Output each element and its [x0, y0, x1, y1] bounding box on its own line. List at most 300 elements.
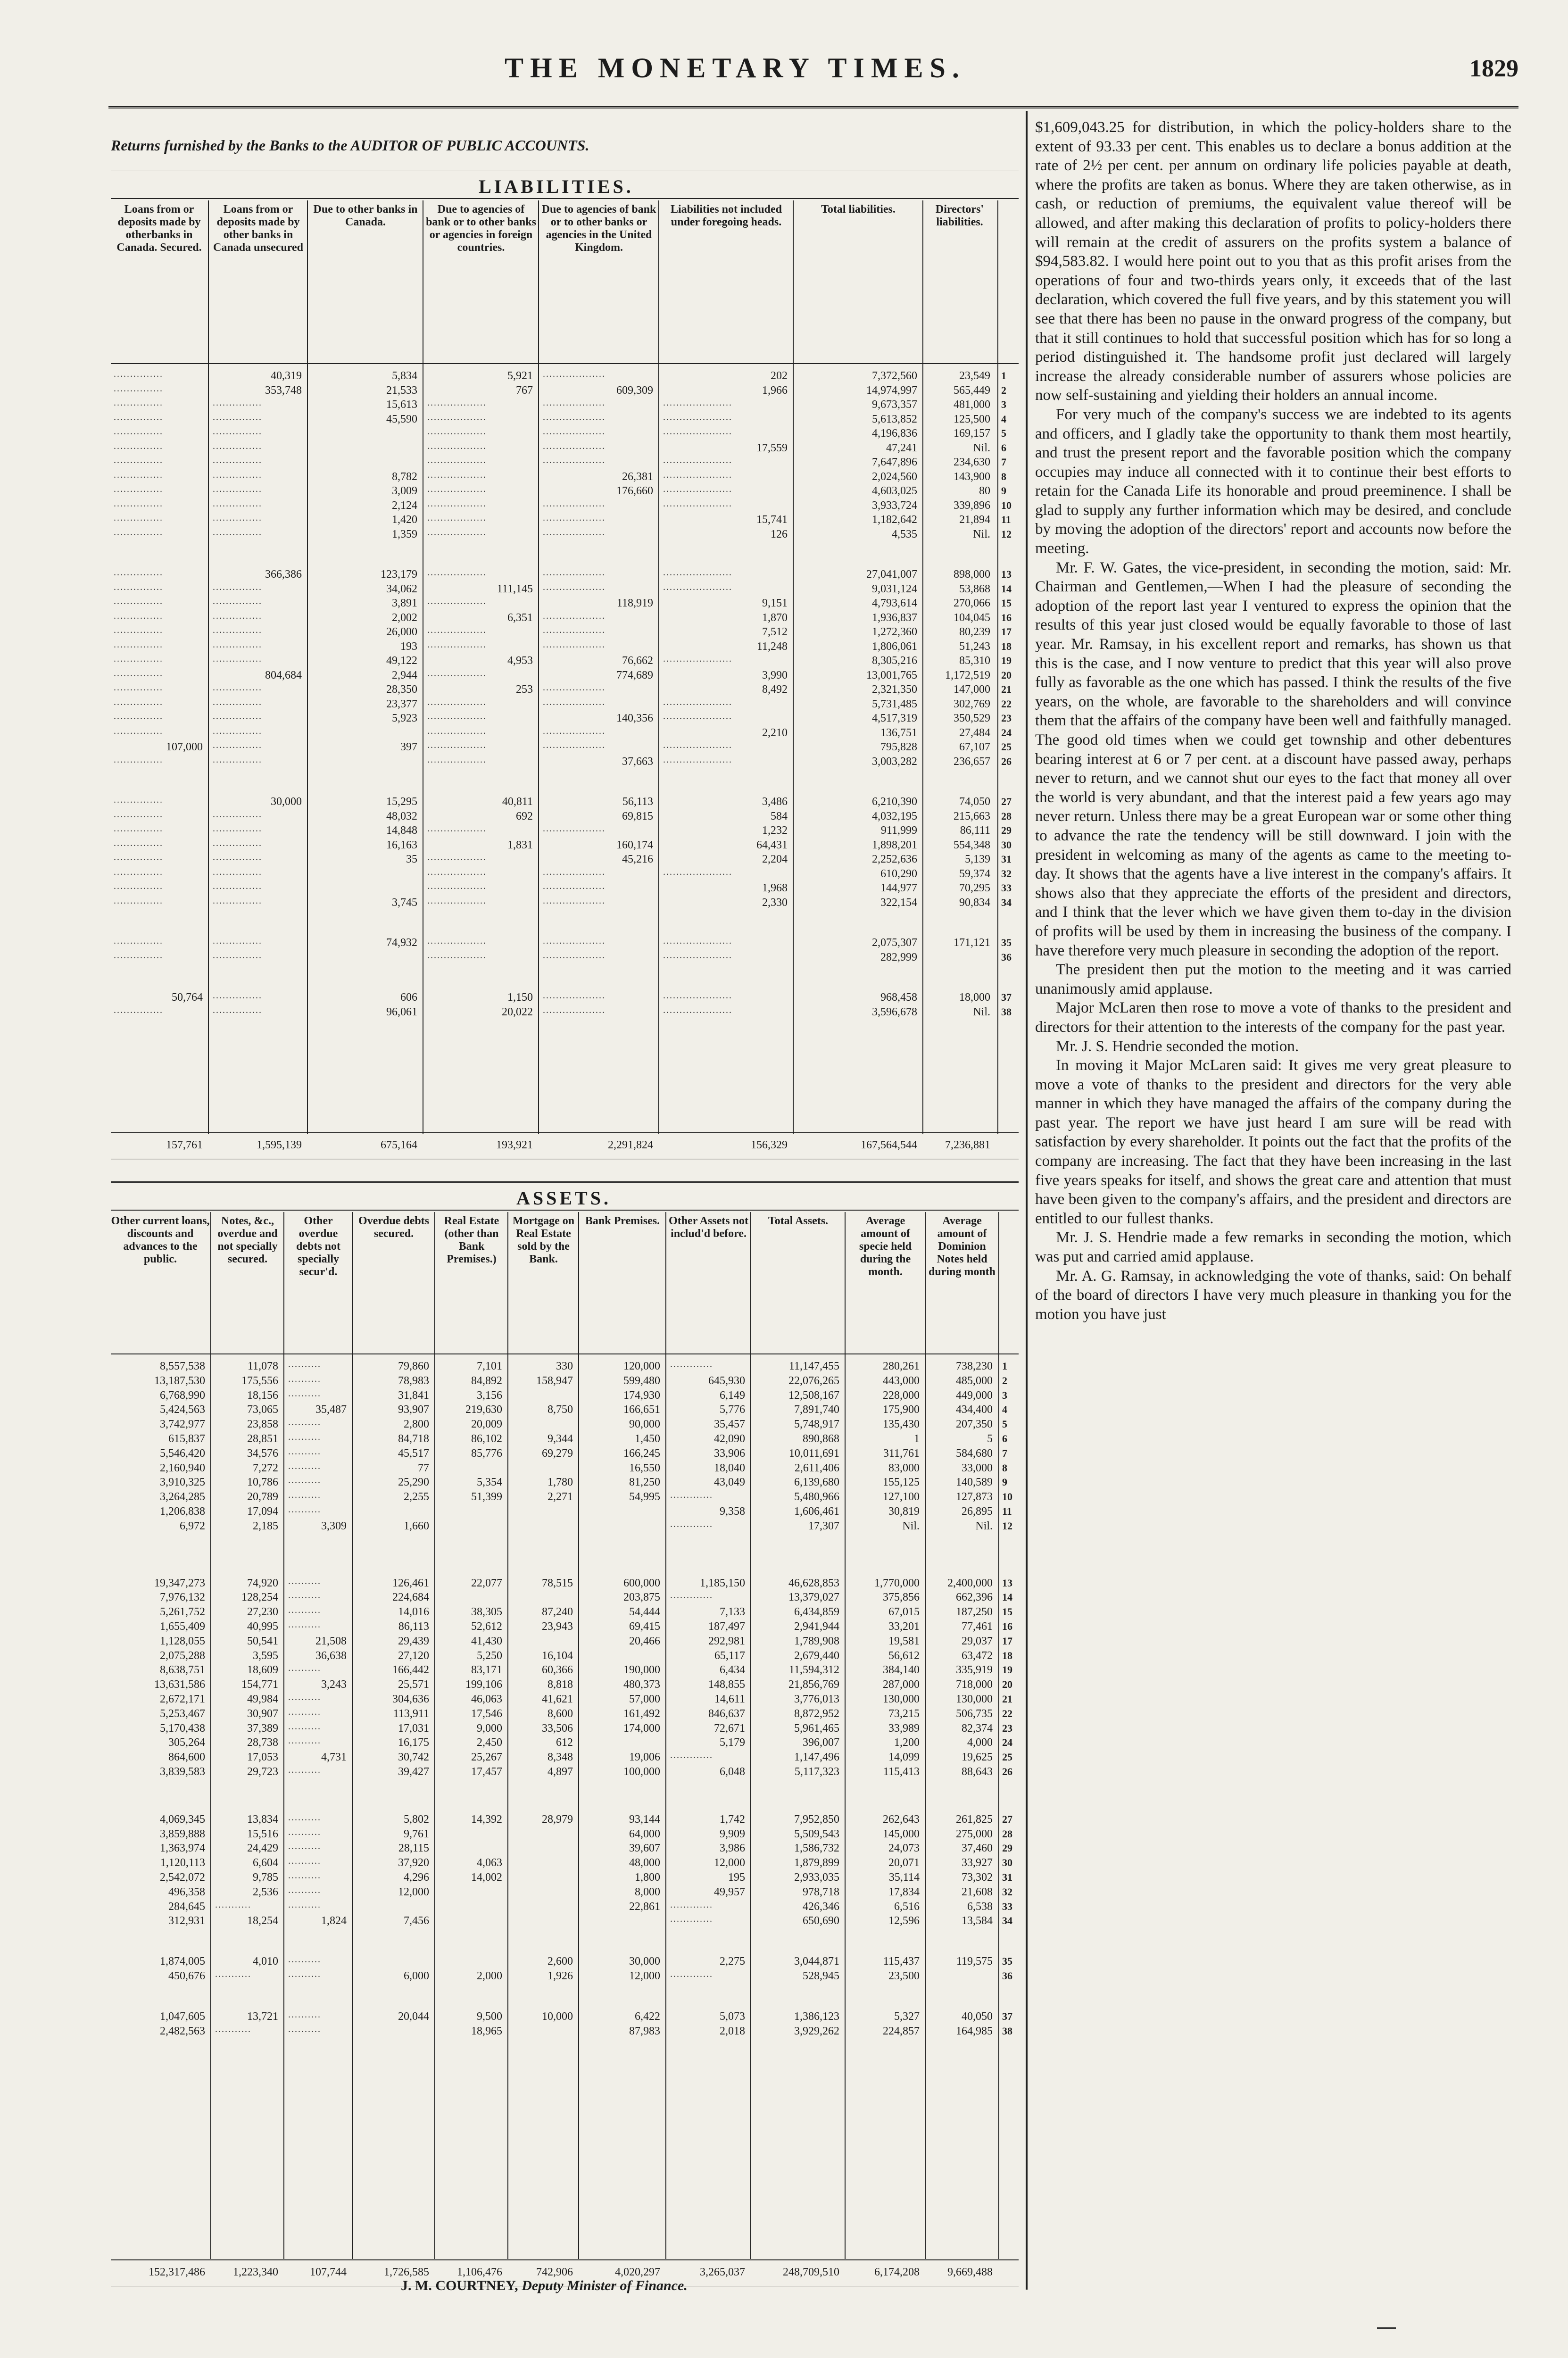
- assets-empty-cell: ..........: [288, 1885, 321, 1895]
- assets-cell: 864,600: [168, 1751, 205, 1764]
- assets-cell: 3,929,262: [794, 2025, 839, 2037]
- assets-cell: 3,044,871: [794, 1955, 839, 1968]
- article-paragraph: The president then put the motion to the meeting and it was carried unanimously amid applause.: [1035, 961, 1511, 997]
- assets-cell: 16,104: [542, 1649, 573, 1662]
- assets-cell: 33,989: [888, 1722, 920, 1735]
- assets-cell: 1,742: [720, 1813, 745, 1826]
- assets-total-cell: 6,174,208: [874, 2266, 920, 2278]
- assets-cell: 17,031: [398, 1722, 429, 1735]
- assets-column-rule: [578, 1212, 579, 2259]
- assets-cell: 9,358: [720, 1505, 745, 1518]
- assets-cell: 4,897: [548, 1766, 573, 1778]
- assets-cell: 5,253,467: [160, 1707, 205, 1720]
- assets-cell: 13,187,530: [154, 1374, 205, 1387]
- assets-row-number: 14: [1002, 1591, 1012, 1603]
- assets-cell: 199,106: [465, 1678, 502, 1691]
- assets-cell: 21,608: [962, 1885, 993, 1898]
- liabilities-cell: 4,603,025: [872, 485, 917, 497]
- assets-cell: Nil.: [902, 1519, 920, 1532]
- assets-empty-cell: ..........: [288, 1359, 321, 1370]
- liabilities-cell: 3,745: [392, 896, 417, 909]
- assets-row-number: 10: [1002, 1491, 1012, 1503]
- liabilities-empty-cell: ..................: [427, 697, 487, 707]
- liabilities-cell: 53,868: [959, 582, 990, 595]
- assets-row-number: 17: [1002, 1635, 1012, 1647]
- assets-row-number: 9: [1002, 1476, 1007, 1488]
- assets-column-rule: [845, 1212, 846, 2259]
- liabilities-cell: 13,001,765: [866, 669, 917, 681]
- liabilities-cell: 6,210,390: [872, 796, 917, 808]
- liabilities-empty-cell: ...............: [213, 625, 262, 635]
- assets-cell: 145,000: [883, 1827, 920, 1840]
- assets-cell: 74,920: [247, 1577, 278, 1589]
- liabilities-empty-cell: ...............: [213, 740, 262, 750]
- liabilities-row-number: 6: [1001, 441, 1006, 454]
- liabilities-cell: 5,731,485: [872, 697, 917, 710]
- assets-cell: 27,230: [247, 1606, 278, 1619]
- assets-empty-cell: ..........: [288, 1475, 321, 1486]
- liabilities-empty-cell: .....................: [663, 455, 732, 465]
- liabilities-cell: 136,751: [880, 726, 917, 739]
- liabilities-cell: 606: [400, 991, 417, 1004]
- liabilities-cell: 2,124: [392, 499, 417, 512]
- liabilities-total-cell: 2,291,824: [608, 1139, 653, 1151]
- assets-column-header: Notes, &c., overdue and not specially secured.: [217, 1215, 278, 1265]
- liabilities-cell: 26,000: [386, 626, 417, 638]
- assets-cell: 9,500: [477, 2010, 502, 2023]
- assets-cell: 19,347,273: [154, 1577, 205, 1589]
- assets-cell: 33,201: [888, 1620, 920, 1633]
- assets-empty-cell: ...........: [215, 1969, 251, 1979]
- liabilities-empty-cell: .....................: [663, 498, 732, 509]
- assets-cell: 1,789,908: [794, 1635, 839, 1647]
- liabilities-empty-cell: ...............: [213, 866, 262, 877]
- assets-empty-cell: ..........: [288, 2009, 321, 2020]
- liabilities-empty-cell: ...............: [114, 654, 163, 664]
- liabilities-cell: 4,793,614: [872, 597, 917, 609]
- assets-cell: 164,985: [956, 2025, 993, 2037]
- assets-cell: 5,748,917: [794, 1418, 839, 1431]
- assets-cell: 1,120,113: [160, 1857, 205, 1869]
- assets-cell: 35,487: [315, 1403, 347, 1416]
- liabilities-cell: 2,330: [762, 896, 788, 909]
- liabilities-cell: 1,272,360: [872, 626, 917, 638]
- liabilities-total-cell: 167,564,544: [861, 1139, 917, 1151]
- liabilities-cell: 34,062: [386, 582, 417, 595]
- assets-cell: 65,117: [714, 1649, 745, 1662]
- liabilities-empty-cell: .....................: [663, 581, 732, 592]
- assets-row-number: 11: [1002, 1505, 1012, 1517]
- assets-empty-cell: ..........: [288, 1692, 321, 1702]
- assets-cell: 69,279: [542, 1447, 573, 1460]
- liabilities-totals-rule: [111, 1132, 1019, 1133]
- liabilities-cell: 2,204: [762, 853, 788, 865]
- assets-empty-cell: ..........: [288, 2024, 321, 2034]
- article-paragraph: Mr. J. S. Hendrie seconded the motion.: [1056, 1038, 1299, 1055]
- assets-cell: 5,776: [720, 1403, 745, 1416]
- assets-empty-cell: ...........: [215, 2024, 251, 2034]
- liabilities-row-number: 13: [1001, 568, 1012, 580]
- liabilities-cell: 20,022: [502, 1005, 533, 1018]
- assets-empty-cell: .............: [670, 1969, 713, 1979]
- assets-cell: 12,508,167: [788, 1389, 839, 1402]
- liabilities-row-number: 12: [1001, 528, 1012, 540]
- liabilities-empty-cell: ...................: [543, 881, 606, 891]
- assets-cell: 496,358: [168, 1885, 205, 1898]
- assets-empty-cell: ..........: [288, 1590, 321, 1601]
- assets-cell: 14,016: [398, 1606, 429, 1619]
- assets-cell: 158,947: [536, 1374, 573, 1387]
- assets-cell: 37,920: [398, 1857, 429, 1869]
- assets-row-number: 22: [1002, 1707, 1012, 1719]
- liabilities-cell: 48,032: [386, 810, 417, 822]
- liabilities-cell: 2,024,560: [872, 470, 917, 483]
- assets-cell: 28,115: [398, 1842, 429, 1855]
- assets-empty-cell: ..........: [288, 1735, 321, 1746]
- liabilities-empty-cell: ...............: [114, 936, 163, 946]
- liabilities-cell: 2,002: [392, 611, 417, 624]
- assets-cell: 4,000: [967, 1736, 993, 1749]
- assets-cell: 18,156: [247, 1389, 278, 1402]
- assets-cell: 5,179: [720, 1736, 745, 1749]
- assets-cell: 174,930: [623, 1389, 660, 1402]
- liabilities-cell: 302,769: [954, 697, 990, 710]
- liabilities-cell: 554,348: [954, 839, 990, 851]
- liabilities-empty-cell: ...................: [543, 455, 606, 465]
- assets-cell: 23,943: [542, 1620, 573, 1633]
- liabilities-cell: 74,050: [959, 796, 990, 808]
- liabilities-cell: 339,896: [954, 499, 990, 512]
- assets-cell: 5,546,420: [160, 1447, 205, 1460]
- liabilities-cell: 5,923: [392, 712, 417, 724]
- liabilities-cell: 90,834: [959, 896, 990, 909]
- assets-cell: 9,000: [477, 1722, 502, 1735]
- liabilities-empty-cell: ...............: [114, 668, 163, 679]
- liabilities-cell: 4,535: [892, 528, 917, 540]
- assets-cell: 8,348: [548, 1751, 573, 1764]
- assets-cell: 79,860: [398, 1360, 429, 1372]
- liabilities-cell: 118,919: [616, 597, 653, 609]
- assets-cell: 20,009: [471, 1418, 502, 1431]
- liabilities-cell: 7,647,896: [872, 456, 917, 468]
- assets-cell: 311,761: [883, 1447, 920, 1460]
- liabilities-empty-cell: ...............: [114, 426, 163, 437]
- liabilities-cell: 366,386: [265, 568, 302, 581]
- assets-row-number: 18: [1002, 1649, 1012, 1661]
- assets-cell: 2,400,000: [947, 1577, 993, 1589]
- liabilities-empty-cell: ...................: [543, 440, 606, 451]
- liabilities-empty-cell: .....................: [663, 866, 732, 877]
- liabilities-empty-cell: ...................: [543, 412, 606, 423]
- liabilities-cell: 4,953: [507, 655, 533, 667]
- assets-cell: 1,200: [894, 1736, 920, 1749]
- liabilities-empty-cell: ...................: [543, 625, 606, 635]
- liabilities-cell: 795,828: [880, 741, 917, 753]
- assets-total-cell: 1,223,340: [233, 2266, 278, 2278]
- liabilities-empty-cell: ...............: [213, 412, 262, 423]
- liabilities-cell: 2,321,350: [872, 683, 917, 696]
- liabilities-empty-cell: ...............: [213, 725, 262, 736]
- assets-cell: 40,995: [247, 1620, 278, 1633]
- assets-row-number: 13: [1002, 1577, 1012, 1589]
- assets-cell: 148,855: [708, 1678, 745, 1691]
- assets-column-rule: [434, 1212, 435, 2259]
- assets-cell: 4,063: [477, 1857, 502, 1869]
- liabilities-cell: 50,764: [172, 991, 203, 1004]
- assets-header-bottom-rule: [111, 1353, 1019, 1354]
- article-paragraph: Major McLaren then rose to move a vote of thanks to the president and directors for their attention to the interests of the company for the past year.: [1035, 999, 1511, 1036]
- assets-cell: 33,906: [714, 1447, 745, 1460]
- assets-cell: 2,275: [720, 1955, 745, 1968]
- assets-total-cell: 1,726,585: [384, 2266, 429, 2278]
- assets-cell: 312,931: [168, 1915, 205, 1927]
- assets-cell: 5,327: [894, 2010, 920, 2023]
- assets-cell: 18,040: [714, 1461, 745, 1474]
- assets-cell: 1,206,838: [160, 1505, 205, 1518]
- assets-cell: 2,018: [720, 2025, 745, 2037]
- assets-cell: 304,636: [392, 1693, 429, 1705]
- liabilities-row-number: 19: [1001, 655, 1012, 666]
- liabilities-empty-cell: ...............: [114, 513, 163, 523]
- liabilities-cell: 171,121: [954, 937, 990, 949]
- assets-cell: 166,442: [392, 1664, 429, 1677]
- liabilities-empty-cell: ..................: [427, 950, 487, 961]
- assets-cell: 4,731: [321, 1751, 347, 1764]
- assets-cell: 87,240: [542, 1606, 573, 1619]
- assets-empty-cell: .............: [670, 1490, 713, 1501]
- assets-row-number: 23: [1002, 1722, 1012, 1734]
- liabilities-empty-cell: ...............: [213, 895, 262, 906]
- assets-cell: 7,952,850: [794, 1813, 839, 1826]
- liabilities-empty-cell: ..................: [427, 895, 487, 906]
- liabilities-empty-cell: ...................: [543, 697, 606, 707]
- liabilities-row-number: 2: [1001, 384, 1006, 396]
- assets-cell: 14,392: [471, 1813, 502, 1826]
- liabilities-empty-cell: ...............: [114, 838, 163, 848]
- liabilities-empty-cell: ...............: [213, 881, 262, 891]
- liabilities-empty-cell: ...............: [213, 697, 262, 707]
- assets-cell: 19,006: [629, 1751, 660, 1764]
- assets-total-cell: 107,744: [310, 2266, 347, 2278]
- assets-cell: 46,063: [471, 1693, 502, 1705]
- assets-cell: 23,858: [247, 1418, 278, 1431]
- assets-row-number: 31: [1002, 1871, 1012, 1883]
- liabilities-cell: 59,374: [959, 867, 990, 880]
- liabilities-empty-cell: ..................: [427, 498, 487, 509]
- liabilities-empty-cell: .....................: [663, 936, 732, 946]
- assets-cell: 485,000: [956, 1374, 993, 1387]
- article-paragraph: Mr. J. S. Hendrie made a few remarks in seconding the motion, which was put and carried amid applause.: [1035, 1229, 1511, 1266]
- assets-cell: 16,175: [398, 1736, 429, 1749]
- assets-cell: 262,643: [883, 1813, 920, 1826]
- liabilities-empty-cell: ...............: [114, 567, 163, 578]
- assets-cell: 36,638: [315, 1649, 347, 1662]
- assets-cell: 2,185: [253, 1519, 278, 1532]
- assets-cell: 85,776: [471, 1447, 502, 1460]
- liabilities-empty-cell: ...............: [114, 823, 163, 834]
- assets-total-cell: 742,906: [536, 2266, 573, 2278]
- liabilities-empty-cell: ...................: [543, 498, 606, 509]
- assets-cell: 5,170,438: [160, 1722, 205, 1735]
- liabilities-cell: 147,000: [954, 683, 990, 696]
- liabilities-cell: 610,290: [880, 867, 917, 880]
- liabilities-empty-cell: ...............: [213, 639, 262, 650]
- assets-row-number: 21: [1002, 1693, 1012, 1705]
- liabilities-empty-cell: ...............: [213, 581, 262, 592]
- assets-cell: 3,595: [253, 1649, 278, 1662]
- assets-cell: 83,171: [471, 1664, 502, 1677]
- liabilities-column-header: Due to other banks in Canada.: [313, 203, 418, 228]
- assets-cell: 6,516: [894, 1900, 920, 1913]
- assets-cell: 166,245: [623, 1447, 660, 1460]
- liabilities-cell: 481,000: [954, 399, 990, 411]
- liabilities-empty-cell: ...................: [543, 581, 606, 592]
- assets-row-number: 26: [1002, 1766, 1012, 1777]
- assets-cell: 35,457: [714, 1418, 745, 1431]
- liabilities-empty-cell: ...............: [213, 398, 262, 408]
- liabilities-cell: 2,944: [392, 669, 417, 681]
- liabilities-empty-cell: ...................: [543, 610, 606, 621]
- assets-row-number: 12: [1002, 1519, 1012, 1532]
- liabilities-cell: 16,163: [386, 839, 417, 851]
- article-paragraph: For very much of the company's success we are indebted to its agents and officers, and I gladly take the opportunity to thank them most heartily, and trust the present report and the favorable position which the company occupies may induce all connected with it to continue their best efforts to retain for the Canada Life its honorable and proud preeminence. I shall be glad to supply any further information which may be desired, and conclude by moving the adoption of the directors' report and accounts now before the meeting.: [1035, 406, 1511, 557]
- liabilities-cell: 126: [771, 528, 788, 540]
- liabilities-row-number: 3: [1001, 399, 1006, 410]
- liabilities-cell: 11,248: [756, 640, 788, 653]
- liabilities-empty-cell: .....................: [663, 740, 732, 750]
- assets-cell: 29,037: [962, 1635, 993, 1647]
- assets-cell: 57,000: [629, 1693, 660, 1705]
- liabilities-cell: 56,113: [622, 796, 653, 808]
- liabilities-empty-cell: ...................: [543, 639, 606, 650]
- assets-column-header: Mortgage on Real Estate sold by the Bank.: [512, 1215, 575, 1265]
- assets-cell: 1,047,605: [160, 2010, 205, 2023]
- liabilities-empty-cell: ...............: [114, 498, 163, 509]
- assets-cell: 2,933,035: [794, 1871, 839, 1884]
- liabilities-cell: 140,356: [616, 712, 653, 724]
- liabilities-row-number: 37: [1001, 991, 1012, 1003]
- assets-cell: 6,000: [404, 1970, 429, 1982]
- assets-cell: 81,250: [629, 1476, 660, 1489]
- liabilities-cell: 1,182,642: [872, 514, 917, 526]
- liabilities-empty-cell: ...............: [213, 426, 262, 437]
- assets-cell: 28,851: [247, 1433, 278, 1445]
- assets-empty-cell: ..........: [288, 1841, 321, 1852]
- liabilities-row-number: 35: [1001, 937, 1012, 948]
- liabilities-empty-cell: ...............: [114, 1005, 163, 1015]
- assets-cell: 3,776,013: [794, 1693, 839, 1705]
- assets-cell: 6,139,680: [794, 1476, 839, 1489]
- liabilities-cell: 6,351: [507, 611, 533, 624]
- liabilities-cell: 17,559: [756, 441, 788, 454]
- assets-cell: 335,919: [956, 1664, 993, 1677]
- assets-row-number: 37: [1002, 2010, 1012, 2022]
- assets-cell: 11,147,455: [788, 1360, 839, 1372]
- liabilities-cell: 804,684: [265, 669, 302, 681]
- liabilities-cell: 1,831: [507, 839, 533, 851]
- liabilities-column-rule: [538, 200, 539, 1134]
- assets-cell: 6,972: [180, 1519, 205, 1532]
- assets-cell: 1,874,005: [160, 1955, 205, 1968]
- assets-cell: 22,077: [471, 1577, 502, 1589]
- assets-cell: 1,655,409: [160, 1620, 205, 1633]
- liabilities-empty-cell: .....................: [663, 711, 732, 722]
- assets-cell: 19,581: [888, 1635, 920, 1647]
- assets-cell: 7,101: [477, 1360, 502, 1372]
- assets-cell: 7,976,132: [160, 1591, 205, 1604]
- liabilities-cell: 202: [771, 370, 788, 382]
- liabilities-cell: 15,613: [386, 399, 417, 411]
- liabilities-empty-cell: ...............: [114, 398, 163, 408]
- assets-cell: 84,718: [398, 1433, 429, 1445]
- assets-cell: 450,676: [168, 1970, 205, 1982]
- liabilities-empty-cell: ...................: [543, 936, 606, 946]
- liabilities-cell: 1,150: [507, 991, 533, 1004]
- liabilities-empty-cell: ...............: [213, 711, 262, 722]
- assets-cell: 45,517: [398, 1447, 429, 1460]
- assets-cell: 7,456: [404, 1915, 429, 1927]
- liabilities-empty-cell: .....................: [663, 484, 732, 494]
- liabilities-empty-cell: ..................: [427, 567, 487, 578]
- liabilities-empty-cell: ...............: [114, 455, 163, 465]
- assets-cell: 1,800: [635, 1871, 660, 1884]
- liabilities-empty-cell: ...................: [543, 682, 606, 693]
- assets-cell: 738,230: [956, 1360, 993, 1372]
- assets-cell: 662,396: [956, 1591, 993, 1604]
- assets-cell: 41,621: [542, 1693, 573, 1705]
- assets-cell: 49,984: [247, 1693, 278, 1705]
- assets-cell: 56,612: [888, 1649, 920, 1662]
- liabilities-total-cell: 157,761: [166, 1139, 203, 1151]
- assets-cell: 261,825: [956, 1813, 993, 1826]
- assets-cell: 17,457: [471, 1766, 502, 1778]
- assets-cell: 48,000: [629, 1857, 660, 1869]
- liabilities-cell: 23,377: [386, 697, 417, 710]
- assets-row-number: 34: [1002, 1915, 1012, 1927]
- liabilities-column-header: Loans from or deposits made by other banks in Canada unsecured: [213, 203, 303, 254]
- liabilities-empty-cell: ...............: [114, 852, 163, 863]
- assets-empty-cell: ..........: [288, 1812, 321, 1823]
- assets-cell: 15,516: [247, 1827, 278, 1840]
- liabilities-empty-cell: ..................: [427, 398, 487, 408]
- liabilities-cell: 15,741: [756, 514, 788, 526]
- liabilities-empty-cell: .....................: [663, 412, 732, 423]
- assets-cell: 77: [418, 1461, 429, 1474]
- assets-cell: 37,460: [962, 1842, 993, 1855]
- assets-cell: 18,609: [247, 1664, 278, 1677]
- assets-cell: 219,630: [465, 1403, 502, 1416]
- liabilities-cell: 76,662: [622, 655, 653, 667]
- assets-cell: 5,961,465: [794, 1722, 839, 1735]
- liabilities-empty-cell: ...............: [114, 697, 163, 707]
- assets-cell: 584,680: [956, 1447, 993, 1460]
- assets-empty-cell: ..........: [288, 1856, 321, 1867]
- liabilities-title: LIABILITIES.: [479, 176, 634, 197]
- assets-cell: 1,660: [404, 1519, 429, 1532]
- assets-cell: 93,907: [398, 1403, 429, 1416]
- liabilities-cell: 69,815: [622, 810, 653, 822]
- assets-empty-cell: ..........: [288, 1899, 321, 1910]
- assets-cell: 175,556: [241, 1374, 278, 1387]
- liabilities-cell: Nil.: [973, 528, 990, 540]
- assets-row-number: 29: [1002, 1842, 1012, 1854]
- liabilities-cell: 1,359: [392, 528, 417, 540]
- liabilities-cell: 40,811: [502, 796, 533, 808]
- page-number: 1829: [1469, 55, 1518, 82]
- liabilities-cell: 15,295: [386, 796, 417, 808]
- assets-cell: 120,000: [623, 1360, 660, 1372]
- assets-cell: 60,366: [542, 1664, 573, 1677]
